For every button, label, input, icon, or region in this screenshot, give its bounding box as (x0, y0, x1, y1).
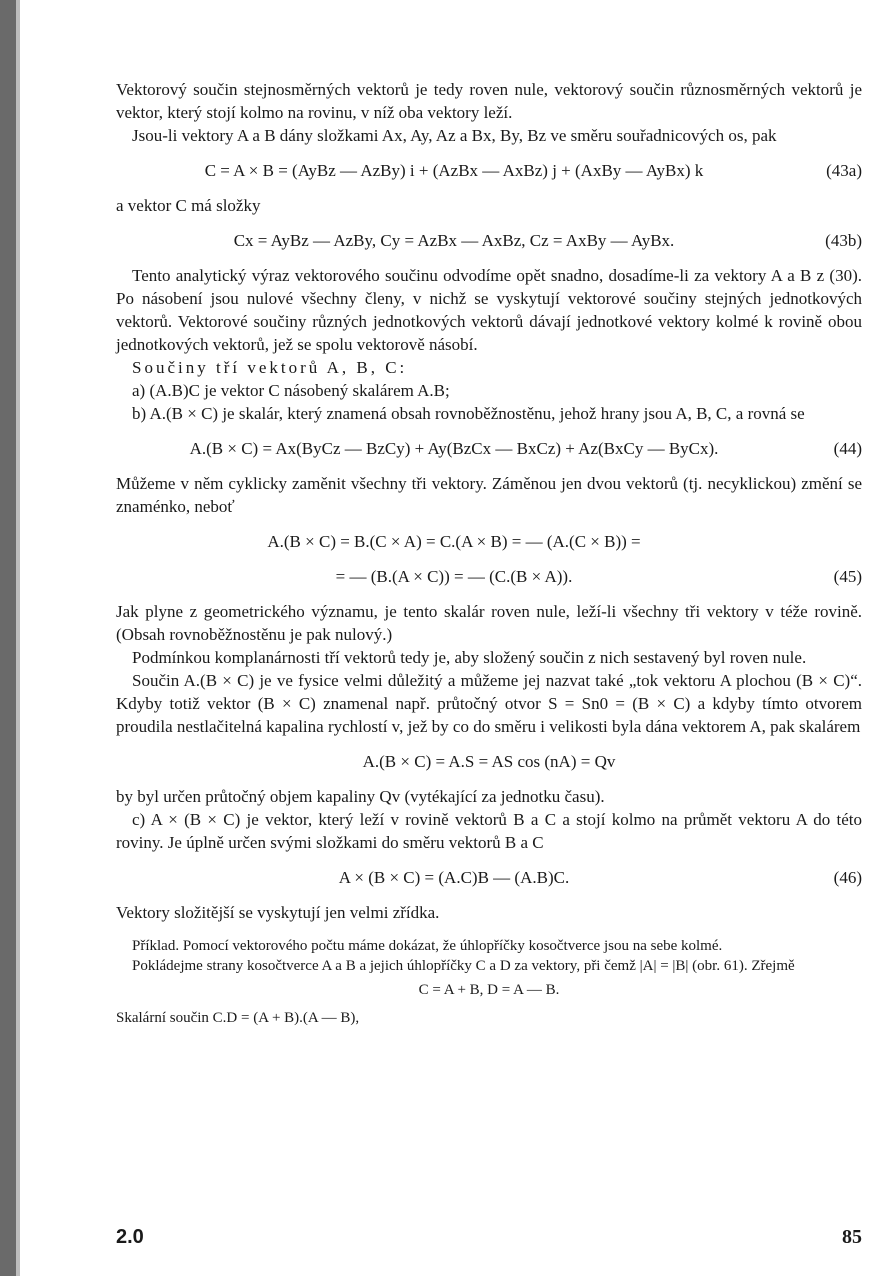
page-edge-shadow (0, 0, 16, 1276)
paragraph-4: Tento analytický výraz vektorového součinu odvodíme opět snadno, dosadíme-li za vektory A a B z (30). Po násobení jsou nulové všechny členy, v nichž se vyskytují vektorové součiny stejných jednotkových vektorů. Vektorové součiny různých jednotkových vektorů dávají jednotkové vektory kolmé k rovině obou jednotkových vektorů, jež se spolu vektorově násobí. (116, 266, 862, 354)
equation-43b-formula: Cx = AyBz — AzBy, Cy = AzBx — AxBz, Cz = AxBy — AyBx. (233, 231, 675, 250)
equation-45b (116, 565, 862, 588)
paragraph-5: Součiny tří vektorů A, B, C: (132, 358, 408, 377)
signature-mark: 2.0 (116, 1226, 144, 1248)
paragraph-12: by byl určen průtočný objem kapaliny Qv (vytékající za jednotku času). (116, 787, 605, 806)
page-number: 85 (842, 1226, 862, 1248)
paragraph-11: Součin A.(B × C) je ve fysice velmi důležitý a můžeme jej nazvat také „tok vektoru A plochou (B × C)“. Kdyby totiž vektor (B × C) znamenal např. průtočný otvor S = Sn0 = (B × C) a kdyby tímto otvorem proudila nestlačitelná kapalina rychlostí v, jež by co do směru i velikosti byla dána vektorem A, pak skalárem (116, 671, 862, 736)
equation-43a (116, 159, 862, 182)
equation-46 (116, 866, 862, 889)
example-paragraph-3: Skalární součin C.D = (A + B).(A — B), (116, 1010, 360, 1026)
equation-46-formula: A × (B × C) = (A.C)B — (A.B)C. (338, 868, 570, 887)
equation-44 (116, 437, 862, 460)
paragraph-6: a) (A.B)C je vektor C násobený skalárem A.B; (132, 381, 450, 400)
page-edge-highlight (16, 0, 20, 1276)
equation-flow-formula: A.(B × C) = A.S = AS cos (nA) = Qv (362, 752, 616, 771)
equation-43b (116, 229, 862, 252)
equation-43a-number: (43a) (826, 161, 862, 180)
paragraph-14: Vektory složitější se vyskytují jen velmi zřídka. (116, 903, 440, 922)
equation-44-formula: A.(B × C) = Ax(ByCz — BzCy) + Ay(BzCx — BxCz) + Az(BxCy — ByCx). (189, 439, 719, 458)
equation-45a-formula: A.(B × C) = B.(C × A) = C.(A × B) = — (A.(C × B)) = (267, 532, 641, 551)
page-footer (116, 1226, 862, 1249)
paragraph-2: Jsou-li vektory A a B dány složkami Ax, Ay, Az a Bx, By, Bz ve směru souřadnicových os, pak (132, 126, 777, 145)
paragraph-13: c) A × (B × C) je vektor, který leží v rovině vektorů B a C a stojí kolmo na průmět vektoru A do této roviny. Je úplně určen svými složkami do směru vektorů B a C (116, 810, 862, 852)
equation-43b-number: (43b) (825, 231, 862, 250)
equation-45-number: (45) (833, 567, 862, 586)
example-paragraph-2: Pokládejme strany kosočtverce A a B a jejich úhlopříčky C a D za vektory, při čemž |A| = |B| (obr. 61). Zřejmě (132, 958, 795, 974)
page-body (116, 78, 862, 1028)
paragraph-7: b) A.(B × C) je skalár, který znamená obsah rovnoběžnostěnu, jehož hrany jsou A, B, C, a rovná se (132, 404, 805, 423)
equation-45a (116, 530, 862, 553)
example-block (116, 936, 862, 1028)
equation-44-number: (44) (833, 439, 862, 458)
paragraph-3: a vektor C má složky (116, 196, 261, 215)
example-paragraph-1: Příklad. Pomocí vektorového počtu máme dokázat, že úhlopříčky kosočtverce jsou na sebe kolmé. (132, 938, 723, 954)
equation-46-number: (46) (833, 868, 862, 887)
paragraph-9: Jak plyne z geometrického významu, je tento skalár roven nule, leží-li všechny tři vektory v téže rovině. (Obsah rovnoběžnostěnu je pak nulový.) (116, 602, 862, 644)
equation-diagonals (116, 980, 862, 1000)
paragraph-1: Vektorový součin stejnosměrných vektorů je tedy roven nule, vektorový součin různosměrných vektorů je vektor, který stojí kolmo na rovinu, v níž oba vektory leží. (116, 80, 862, 122)
paragraph-10: Podmínkou komplanárnosti tří vektorů tedy je, aby složený součin z nich sestavený byl roven nule. (132, 648, 807, 667)
equation-45b-formula: = — (B.(A × C)) = — (C.(B × A)). (335, 567, 573, 586)
equation-diagonals-formula: C = A + B, D = A — B. (418, 982, 560, 998)
paragraph-8: Můžeme v něm cyklicky zaměnit všechny tři vektory. Záměnou jen dvou vektorů (tj. necyklickou) změní se znaménko, neboť (116, 474, 862, 516)
equation-43a-formula: C = A × B = (AyBz — AzBy) i + (AzBx — AxBz) j + (AxBy — AyBx) k (204, 161, 704, 180)
equation-flow (116, 750, 862, 773)
